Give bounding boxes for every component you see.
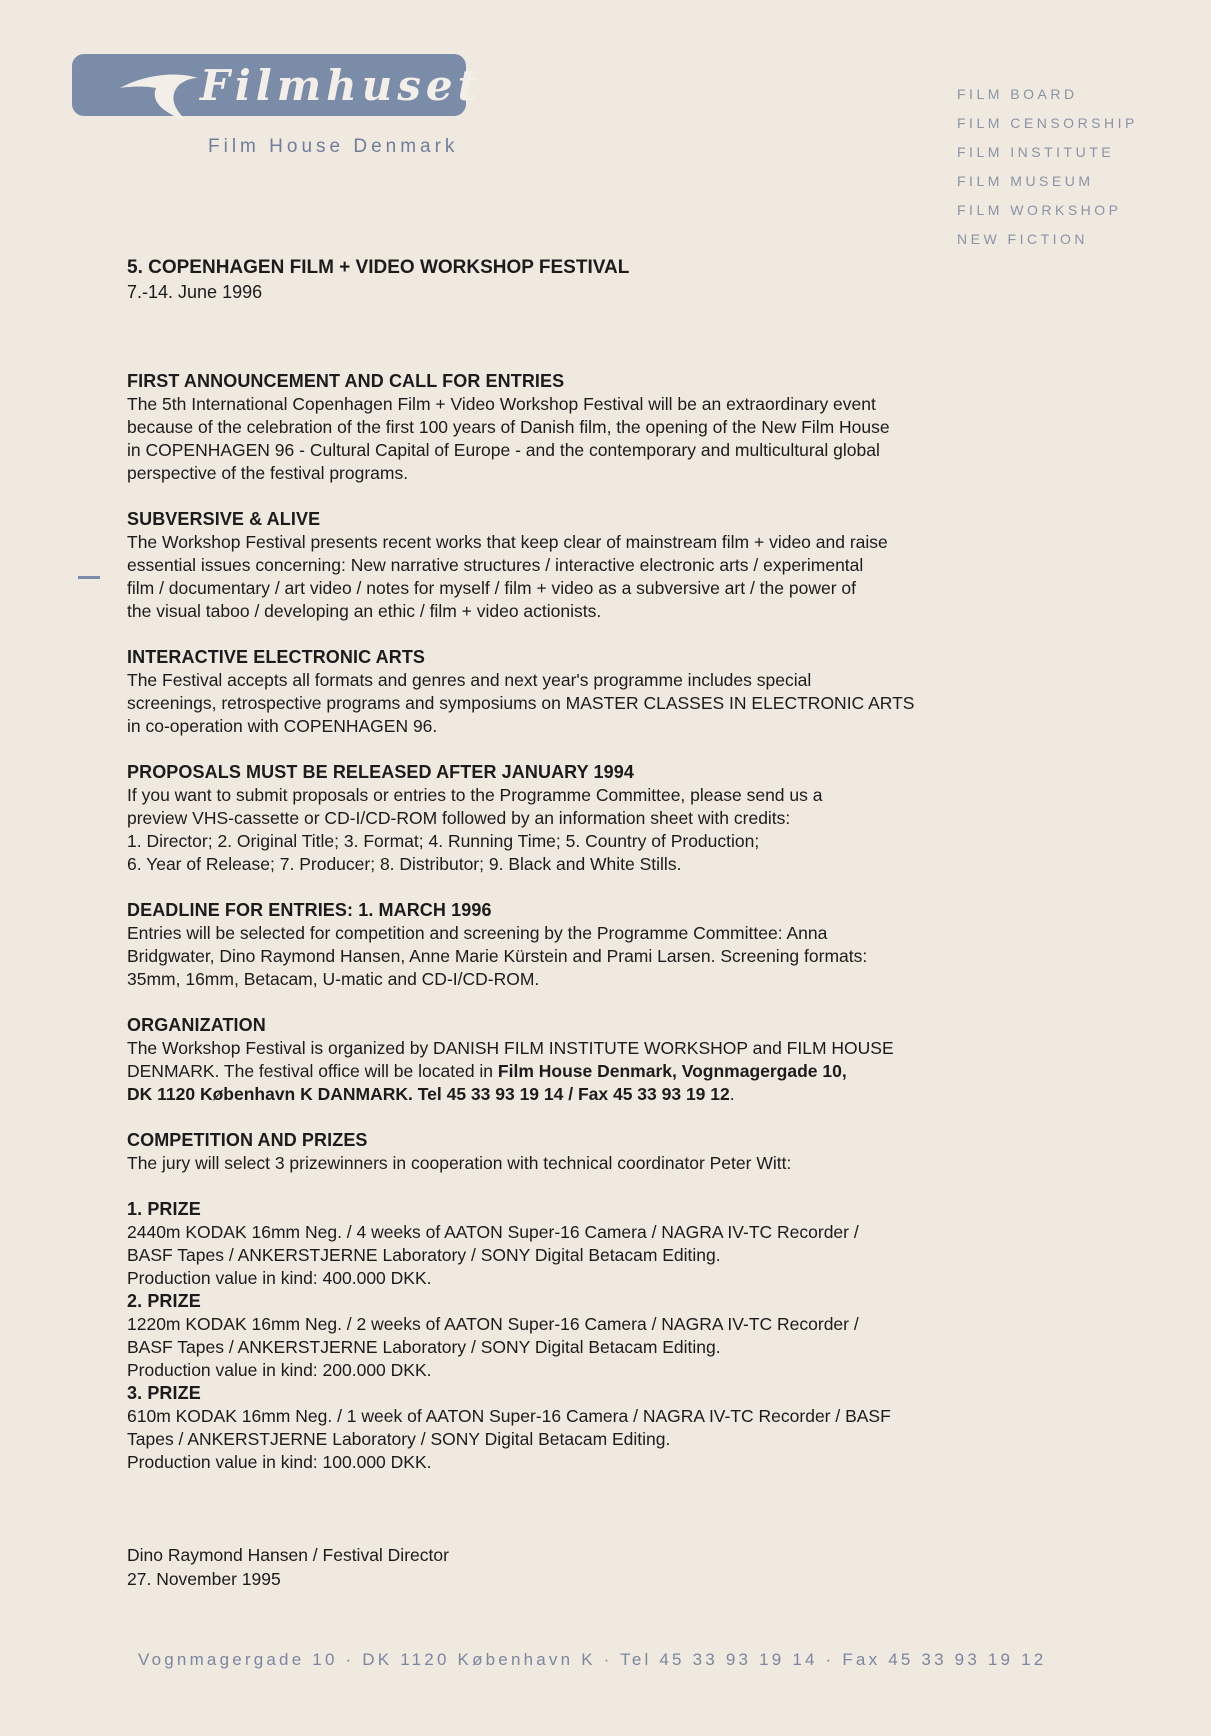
section-deadline <box>127 899 1127 991</box>
section-heading: DEADLINE FOR ENTRIES: 1. MARCH 1996 <box>127 900 492 920</box>
department-item: FILM BOARD <box>957 86 1078 102</box>
text-line: Production value in kind: 200.000 DKK. <box>127 1360 432 1380</box>
text-line: 2440m KODAK 16mm Neg. / 4 weeks of AATON Super-16 Camera / NAGRA IV-TC Recorder / <box>127 1222 859 1242</box>
text-line: If you want to submit proposals or entries to the Programme Committee, please send us a <box>127 785 823 805</box>
text-line: 6. Year of Release; 7. Producer; 8. Distributor; 9. Black and White Stills. <box>127 854 682 874</box>
prize-heading: 1. PRIZE <box>127 1199 201 1219</box>
section-competition <box>127 1129 1127 1175</box>
text-line: essential issues concerning: New narrative structures / interactive electronic arts / experimental <box>127 555 864 575</box>
section-announcement <box>127 370 1127 485</box>
text-line: in COPENHAGEN 96 - Cultural Capital of Europe - and the contemporary and multicultural global <box>127 440 880 460</box>
footer-address: Vognmagergade 10 · DK 1120 København K · Tel 45 33 93 19 14 · Fax 45 33 93 19 12 <box>138 1650 1047 1669</box>
department-item: FILM MUSEUM <box>957 173 1094 189</box>
text-line: 35mm, 16mm, Betacam, U-matic and CD-I/CD-ROM. <box>127 969 540 989</box>
festival-title: 5. COPENHAGEN FILM + VIDEO WORKSHOP FESTIVAL <box>127 257 630 278</box>
section-interactive <box>127 646 1127 738</box>
text-line: BASF Tapes / ANKERSTJERNE Laboratory / SONY Digital Betacam Editing. <box>127 1245 721 1265</box>
department-item: NEW FICTION <box>957 231 1089 247</box>
text-line: BASF Tapes / ANKERSTJERNE Laboratory / SONY Digital Betacam Editing. <box>127 1337 721 1357</box>
text-line: 610m KODAK 16mm Neg. / 1 week of AATON Super-16 Camera / NAGRA IV-TC Recorder / BASF <box>127 1406 891 1426</box>
margin-mark <box>78 576 100 579</box>
text-line: The Workshop Festival presents recent works that keep clear of mainstream film + video and raise <box>127 532 888 552</box>
section-heading: COMPETITION AND PRIZES <box>127 1130 368 1150</box>
text-line: 1. Director; 2. Original Title; 3. Format; 4. Running Time; 5. Country of Production; <box>127 831 760 851</box>
text-line: The 5th International Copenhagen Film + Video Workshop Festival will be an extraordinary event <box>127 394 876 414</box>
text-line: The Festival accepts all formats and genres and next year's programme includes special <box>127 670 812 690</box>
letter-body <box>127 370 1127 1474</box>
prize-2 <box>127 1290 1127 1382</box>
department-item: FILM WORKSHOP <box>957 202 1122 218</box>
text-line: Production value in kind: 400.000 DKK. <box>127 1268 432 1288</box>
text-line: Production value in kind: 100.000 DKK. <box>127 1452 432 1472</box>
section-heading: INTERACTIVE ELECTRONIC ARTS <box>127 647 426 667</box>
prize-1 <box>127 1198 1127 1290</box>
department-list <box>957 80 1138 254</box>
text-line: preview VHS-cassette or CD-I/CD-ROM followed by an information sheet with credits: <box>127 808 791 828</box>
department-item: FILM CENSORSHIP <box>957 115 1138 131</box>
text-line: in co-operation with COPENHAGEN 96. <box>127 716 438 736</box>
text-line: the visual taboo / developing an ethic / film + video actionists. <box>127 601 602 621</box>
prize-list <box>127 1198 1127 1474</box>
section-proposals <box>127 761 1127 876</box>
text-line: Entries will be selected for competition and screening by the Programme Committee: Anna <box>127 923 828 943</box>
section-organization <box>127 1014 1127 1106</box>
department-item: FILM INSTITUTE <box>957 144 1115 160</box>
text-line: screenings, retrospective programs and symposiums on MASTER CLASSES IN ELECTRONIC ARTS <box>127 693 915 713</box>
signature-block <box>127 1543 449 1591</box>
logo-subtitle: Film House Denmark <box>208 136 459 157</box>
text-line: film / documentary / art video / notes for myself / film + video as a subversive art / the power of <box>127 578 856 598</box>
text-line: The Workshop Festival is organized by DANISH FILM INSTITUTE WORKSHOP and FILM HOUSE <box>127 1038 894 1058</box>
prize-heading: 2. PRIZE <box>127 1291 201 1311</box>
office-contact: DK 1120 København K DANMARK. Tel 45 33 93 19 14 / Fax 45 33 93 19 12 <box>127 1084 730 1104</box>
prize-heading: 3. PRIZE <box>127 1383 201 1403</box>
section-heading: FIRST ANNOUNCEMENT AND CALL FOR ENTRIES <box>127 371 565 391</box>
section-heading: SUBVERSIVE & ALIVE <box>127 509 321 529</box>
section-heading: ORGANIZATION <box>127 1015 266 1035</box>
office-address: Film House Denmark, Vognmagergade 10, <box>497 1061 847 1081</box>
text-line: perspective of the festival programs. <box>127 463 409 483</box>
text-line: because of the celebration of the first 100 years of Danish film, the opening of the New Film House <box>127 417 890 437</box>
text-line <box>127 1083 1127 1106</box>
section-subversive <box>127 508 1127 623</box>
text-line: Tapes / ANKERSTJERNE Laboratory / SONY Digital Betacam Editing. <box>127 1429 671 1449</box>
signature-date: 27. November 1995 <box>127 1569 281 1589</box>
text-line: Bridgwater, Dino Raymond Hansen, Anne Marie Kürstein and Prami Larsen. Screening formats: <box>127 946 868 966</box>
logo-wordmark: Filmhuset <box>200 61 483 110</box>
prize-3 <box>127 1382 1127 1474</box>
text-line: 1220m KODAK 16mm Neg. / 2 weeks of AATON Super-16 Camera / NAGRA IV-TC Recorder / <box>127 1314 859 1334</box>
festival-dates: 7.-14. June 1996 <box>127 282 263 302</box>
text-plain: DENMARK. The festival office will be located in <box>127 1061 498 1081</box>
section-heading: PROPOSALS MUST BE RELEASED AFTER JANUARY 1994 <box>127 762 634 782</box>
text-plain: . <box>729 1084 735 1104</box>
text-line <box>127 1060 1127 1083</box>
text-line: The jury will select 3 prizewinners in cooperation with technical coordinator Peter Witt: <box>127 1153 792 1173</box>
signature-name: Dino Raymond Hansen / Festival Director <box>127 1545 449 1565</box>
